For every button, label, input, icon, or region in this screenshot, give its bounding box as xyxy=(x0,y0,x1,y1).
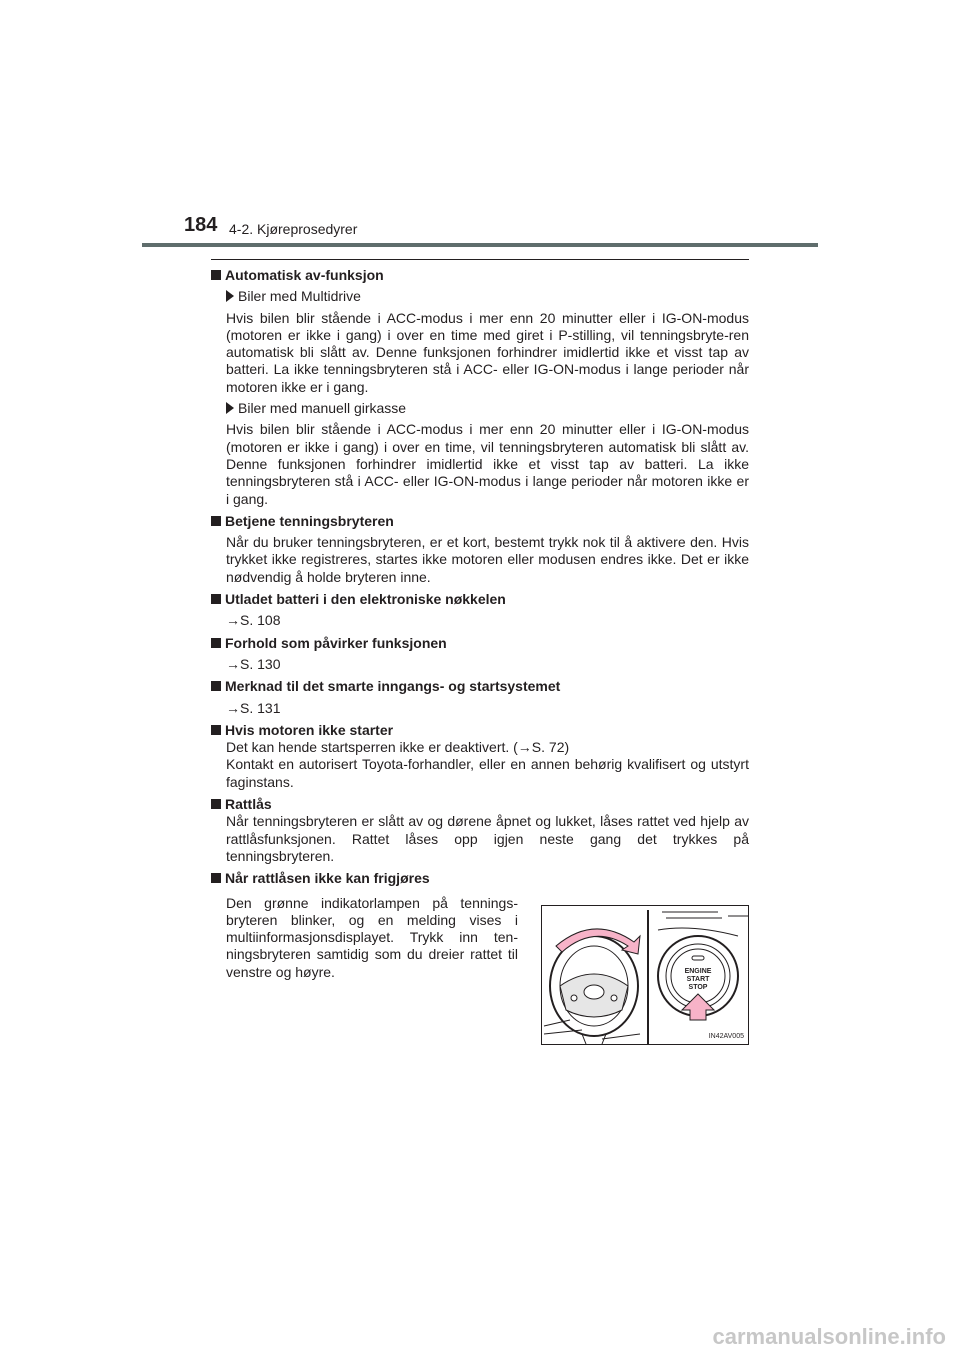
paragraph: Når du bruker tenningsbryteren, er et kort, bestemt trykk nok til å aktivere den. Hvis trykket ikke registreres, startes ikke motoren eller modusen endres ikke. Det er ikke nødvendig å holde bryteren inne. xyxy=(226,534,749,585)
heading-text: Merknad til det smarte inngangs- og startsystemet xyxy=(225,678,561,695)
heading-text: Betjene tenningsbryteren xyxy=(225,512,394,529)
section-heading xyxy=(211,513,749,530)
sub-heading-text: Biler med manuell girkasse xyxy=(238,400,407,417)
watermark: carmanualsonline.info xyxy=(712,1324,946,1349)
button-label-engine: ENGINE xyxy=(684,967,712,975)
square-bullet-icon xyxy=(211,725,221,735)
heading-text: Utladet batteri i den elektroniske nøkkelen xyxy=(225,591,506,608)
button-label-start: START xyxy=(686,975,710,983)
section-battery xyxy=(211,591,749,630)
square-bullet-icon xyxy=(211,799,221,809)
section-heading xyxy=(211,678,749,695)
square-bullet-icon xyxy=(211,594,221,604)
chapter-title: 4-2. Kjøreprosedyrer xyxy=(229,221,358,237)
figure-illustration xyxy=(542,906,748,1044)
triangle-bullet-icon xyxy=(226,402,234,414)
section-lock-release xyxy=(211,870,749,1044)
steering-and-start-button-figure xyxy=(541,905,749,1045)
square-bullet-icon xyxy=(211,873,221,883)
heading-text: Automatisk av-funksjon xyxy=(225,267,384,283)
section-conditions xyxy=(211,635,749,674)
figure-code: IN42AV005 xyxy=(708,1032,744,1040)
paragraph: Det kan hende startsperren ikke er deaktivert. (→S. 72) xyxy=(226,739,570,756)
triangle-bullet-icon xyxy=(226,290,234,302)
section-smart-note xyxy=(211,678,749,717)
paragraph: Hvis bilen blir stående i ACC-modus i mer enn 20 minutter eller i IG-ON-modus (motoren er ikke i gang) i over en time med giret i P-stilling, vil tenningsbryte-ren automatisk bli slått av. Denne funksjonen forhindrer imidlertid ikke et visst tap av batteri. La ikke tenningsbryteren stå i ACC- eller IG-ON-modus i lange perioder når motoren ikke er i gang. xyxy=(226,309,749,395)
square-bullet-icon xyxy=(211,270,221,280)
button-label-stop: STOP xyxy=(688,983,708,991)
paragraph: Hvis bilen blir stående i ACC-modus i mer enn 20 minutter eller i IG-ON-modus (motoren er ikke i gang) i over en time, vil tenningsbryteren automatisk bli slått av. Denne funksjonen forhindrer imidlertid ikke et visst tap av batteri. La ikke tenningsbryteren stå i ACC- eller IG-ON-modus i lange perioder når motoren ikke er i gang. xyxy=(226,421,749,507)
sub-heading xyxy=(226,400,749,417)
section-heading xyxy=(211,591,749,608)
section-heading xyxy=(211,722,749,739)
section-operate xyxy=(211,513,749,586)
paragraph: Når tenningsbryteren er slått av og dørene åpnet og lukket, låses rattet ved hjelp av rattlåsfunksjonen. Rattet låses opp igjen neste gang det trykkes på tenningsbryteren. xyxy=(226,813,749,864)
paragraph: Kontakt en autorisert Toyota-forhandler, eller en annen behørig kvalifisert og utstyrt faginstans. xyxy=(226,756,749,790)
page-number: 184 xyxy=(184,214,218,236)
sub-heading-text: Biler med Multidrive xyxy=(238,288,361,305)
paragraph: Den grønne indikatorlampen på tennings-bryteren blinker, og en melding vises i multiinformasjonsdisplayet. Trykk inn ten-ningsbryteren samtidig som du dreier rattet til venstre og høyre. xyxy=(226,894,518,980)
header-bar xyxy=(142,243,818,247)
section-heading xyxy=(211,870,749,887)
steering-wheel-icon xyxy=(550,936,638,1044)
heading-text: Rattlås xyxy=(225,796,272,813)
section-auto-off xyxy=(211,267,749,508)
sub-heading xyxy=(226,288,749,305)
page-reference[interactable]: →S. 130 xyxy=(226,655,281,672)
content xyxy=(211,259,749,1045)
heading-text: Forhold som påvirker funksjonen xyxy=(225,634,447,651)
section-heading xyxy=(211,267,749,284)
square-bullet-icon xyxy=(211,516,221,526)
page-reference[interactable]: →S. 108 xyxy=(226,612,281,629)
heading-text: Hvis motoren ikke starter xyxy=(225,721,394,738)
heading-text: Når rattlåsen ikke kan frigjøres xyxy=(225,870,430,887)
section-rule xyxy=(211,259,749,260)
section-heading xyxy=(211,635,749,652)
square-bullet-icon xyxy=(211,681,221,691)
section-steering-lock xyxy=(211,796,749,865)
rotate-arrow-icon xyxy=(556,928,640,953)
section-no-start xyxy=(211,722,749,791)
square-bullet-icon xyxy=(211,638,221,648)
section-heading xyxy=(211,796,749,813)
page-reference[interactable]: →S. 131 xyxy=(226,699,281,716)
